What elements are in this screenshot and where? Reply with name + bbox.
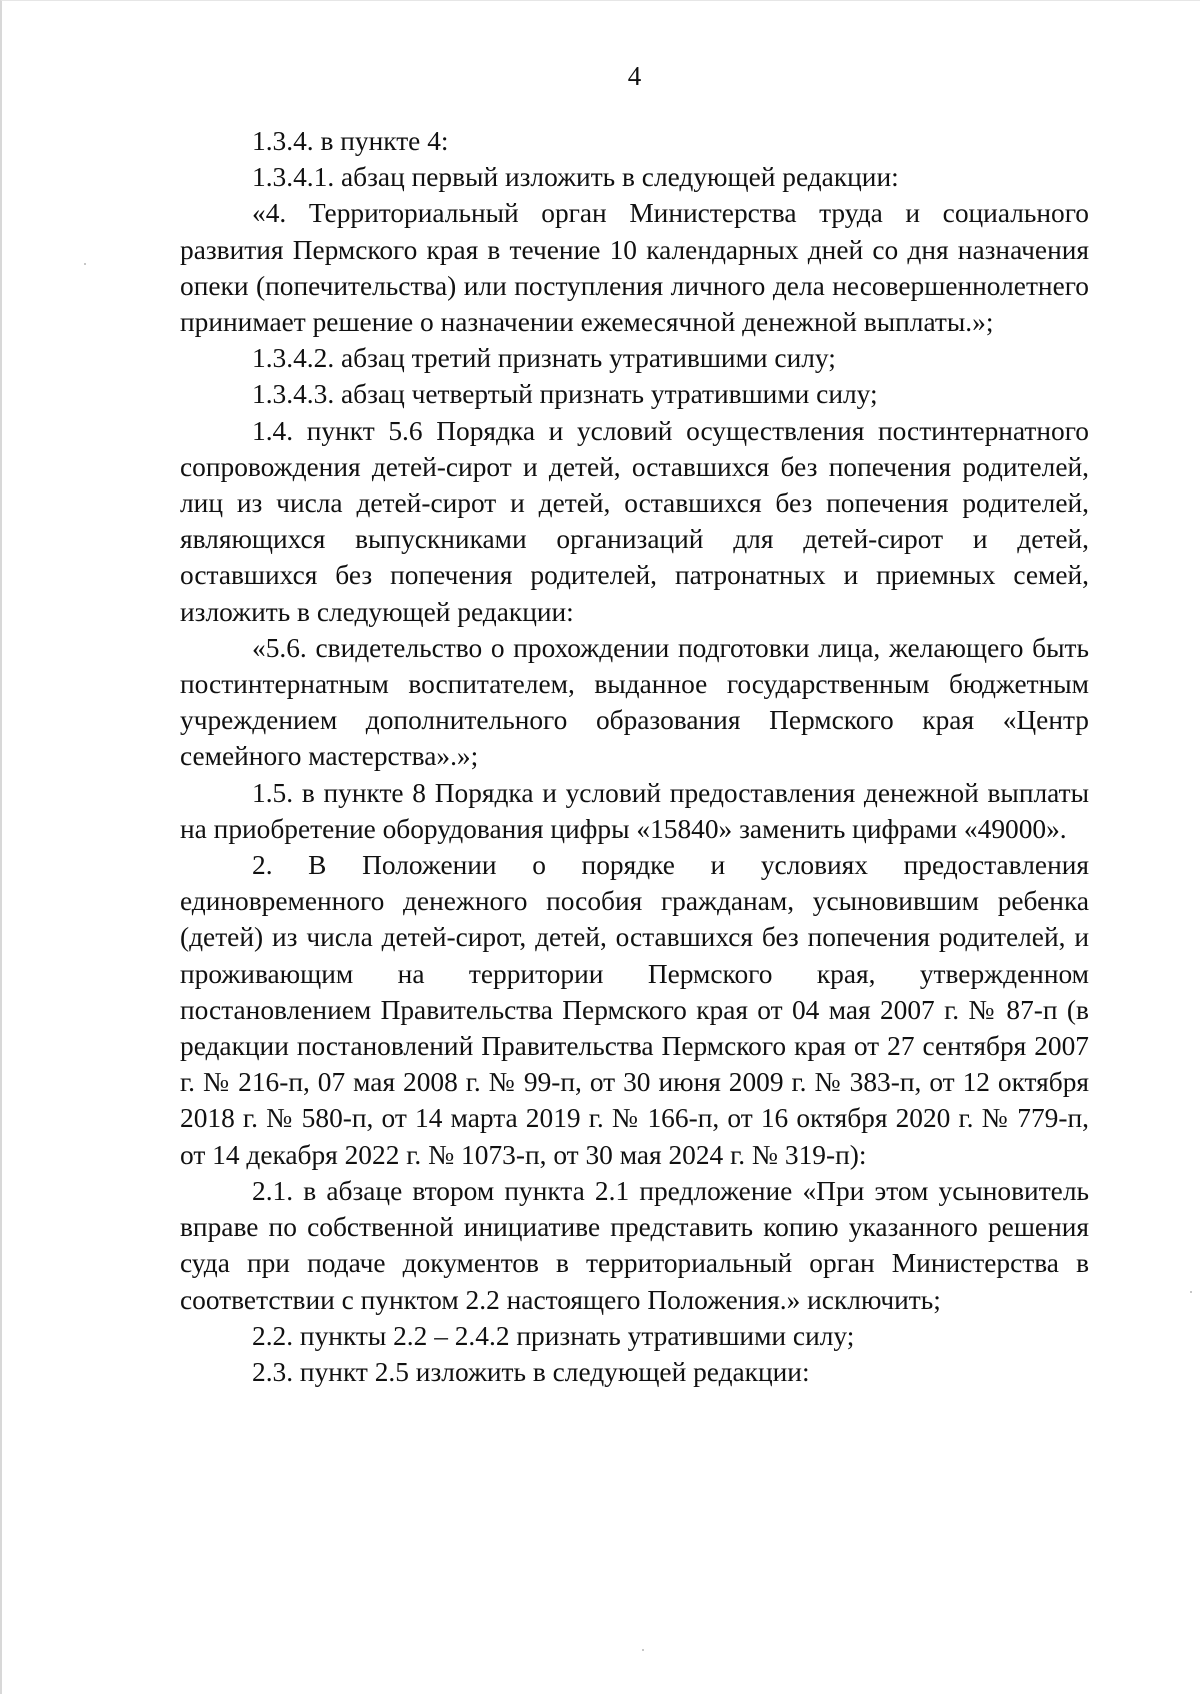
paragraph-1-3-4-1: 1.3.4.1. абзац первый изложить в следующей редакции: — [252, 162, 899, 193]
paragraph-1-3-4: 1.3.4. в пункте 4: — [252, 126, 449, 156]
paragraph-1-3-4-3: 1.3.4.3. абзац четвертый признать утратившими силу; — [252, 379, 878, 410]
paragraph-1-4: 1.4. пункт 5.6 Порядка и условий осуществления постинтернатного сопровождения детей-сирот и детей, оставшихся без попечения родителей, лиц из числа детей-сирот и детей, оставшихся без попечения родителей, являющихся выпускниками организаций для детей-сирот и детей, оставшихся без попечения родителей, патронатных и приемных семей, изложить в следующей редакции: — [180, 415, 1089, 627]
paragraph-1-3-4-2: 1.3.4.2. абзац третий признать утратившими силу; — [252, 343, 836, 374]
paragraph-2-2: 2.2. пункты 2.2 – 2.4.2 признать утратившими силу; — [252, 1320, 855, 1351]
document-body — [180, 123, 1089, 1390]
paragraph-2-1: 2.1. в абзаце втором пункта 2.1 предложение «При этом усыновитель вправе по собственной инициативе представить копию указанного решения суда при подаче документов в территориальный орган Министерства в соответствии с пунктом 2.2 настоящего Положения.» исключить; — [180, 1175, 1089, 1315]
paragraph-quote-4: «4. Территориальный орган Министерства труда и социального развития Пермского края в течение 10 календарных дней со дня назначения опеки (попечительства) или поступления личного дела несовершеннолетнего принимает решение о назначении ежемесячной денежной выплаты.»; — [180, 198, 1089, 338]
paragraph-2-3: 2.3. пункт 2.5 изложить в следующей редакции: — [252, 1356, 810, 1387]
scan-speck — [84, 263, 86, 265]
paragraph-1-5: 1.5. в пункте 8 Порядка и условий предоставления денежной выплаты на приобретение оборудования цифры «15840» заменить цифрами «49000». — [180, 777, 1089, 844]
page-number: 4 — [627, 61, 642, 91]
paragraph-2: 2. В Положении о порядке и условиях предоставления единовременного денежного пособия гражданам, усыновившим ребенка (детей) из числа детей-сирот, детей, оставшихся без попечения родителей, и проживающим на территории Пермского края, утвержденном постановлением Правительства Пермского края от 04 мая 2007 г. № 87-п (в редакции постановлений Правительства Пермского края от 27 сентября 2007 г. № 216-п, 07 мая 2008 г. № 99-п, от 30 июня 2009 г. № 383-п, от 12 октября 2018 г. № 580-п, от 14 марта 2019 г. № 166-п, от 16 октября 2020 г. № 779-п, от 14 декабря 2022 г. № 1073-п, от 30 мая 2024 г. № 319-п): — [180, 850, 1089, 1170]
paragraph-quote-5-6: «5.6. свидетельство о прохождении подготовки лица, желающего быть постинтернатным воспитателем, выданное государственным бюджетным учреждением дополнительного образования Пермского края «Центр семейного мастерства».»; — [180, 632, 1089, 772]
scan-speck — [1190, 1291, 1192, 1293]
scan-speck — [642, 1649, 644, 1651]
